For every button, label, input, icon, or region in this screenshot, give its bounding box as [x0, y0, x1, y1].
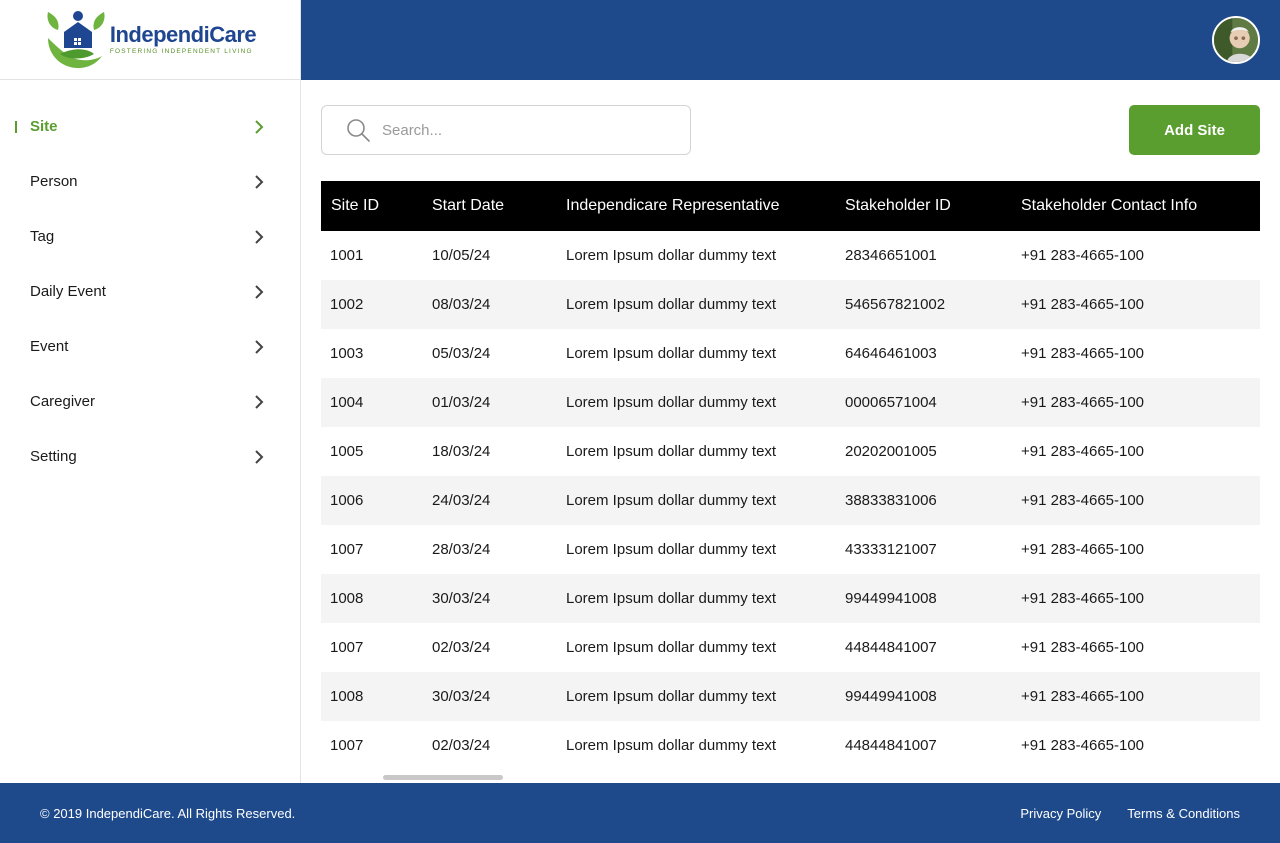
cell-start-date: 05/03/24	[432, 345, 491, 362]
cell-stakeholder-id: 546567821002	[845, 296, 946, 313]
logo-mark-icon	[44, 10, 108, 70]
logo-name	[109, 21, 257, 47]
chevron-right-icon	[254, 230, 264, 244]
cell-contact-info: +91 283-4665-100	[1021, 541, 1145, 558]
cell-start-date: 30/03/24	[432, 688, 491, 705]
cell-representative: Lorem Ipsum dollar dummy text	[566, 345, 777, 362]
sidebar-item-site[interactable]	[0, 99, 300, 154]
table-row[interactable]	[321, 427, 1260, 476]
cell-representative: Lorem Ipsum dollar dummy text	[566, 296, 777, 313]
sidebar-item-person[interactable]	[0, 154, 300, 209]
cell-representative: Lorem Ipsum dollar dummy text	[566, 492, 777, 509]
cell-site-id: 1006	[330, 492, 364, 509]
cell-start-date: 02/03/24	[432, 737, 491, 754]
cell-contact-info: +91 283-4665-100	[1021, 345, 1145, 362]
sidebar-item-label: Caregiver	[30, 393, 96, 410]
cell-contact-info: +91 283-4665-100	[1021, 639, 1145, 656]
search-box[interactable]	[321, 105, 691, 155]
table-row[interactable]	[321, 721, 1260, 770]
column-header-contact-info[interactable]: Stakeholder Contact Info	[1021, 197, 1198, 214]
sidebar-item-setting[interactable]	[0, 429, 300, 484]
cell-contact-info: +91 283-4665-100	[1021, 443, 1145, 460]
cell-representative: Lorem Ipsum dollar dummy text	[566, 394, 777, 411]
cell-contact-info: +91 283-4665-100	[1021, 688, 1145, 705]
user-avatar[interactable]	[1212, 16, 1260, 64]
cell-contact-info: +91 283-4665-100	[1021, 296, 1145, 313]
cell-start-date: 10/05/24	[432, 247, 491, 264]
table-body	[321, 231, 1260, 770]
cell-stakeholder-id: 38833831006	[845, 492, 937, 509]
copyright-text: © 2019 IndependiCare. All Rights Reserved.	[40, 805, 296, 821]
sites-table-container	[321, 181, 1260, 771]
sidebar-item-label: Daily Event	[30, 283, 106, 300]
cell-stakeholder-id: 28346651001	[845, 247, 937, 264]
cell-representative: Lorem Ipsum dollar dummy text	[566, 247, 777, 264]
table-row[interactable]	[321, 329, 1260, 378]
chevron-right-icon	[254, 285, 264, 299]
column-header-site-id[interactable]: Site ID	[331, 197, 380, 214]
cell-site-id: 1007	[330, 541, 364, 558]
chevron-right-icon	[254, 120, 264, 134]
table-row[interactable]	[321, 574, 1260, 623]
footer	[0, 783, 1280, 843]
cell-site-id: 1008	[330, 590, 364, 607]
sidebar-item-caregiver[interactable]	[0, 374, 300, 429]
search-input[interactable]	[382, 122, 662, 139]
logo-tagline: FOSTERING INDEPENDENT LIVING	[109, 47, 253, 55]
table-row[interactable]	[321, 378, 1260, 427]
cell-site-id: 1001	[330, 247, 364, 264]
brand-logo[interactable]	[44, 10, 256, 70]
chevron-right-icon	[254, 175, 264, 189]
table-row[interactable]	[321, 672, 1260, 721]
cell-stakeholder-id: 20202001005	[845, 443, 937, 460]
sidebar-item-label: Setting	[30, 448, 77, 465]
privacy-policy-link[interactable]: Privacy Policy	[1020, 805, 1102, 821]
terms-conditions-link[interactable]: Terms & Conditions	[1127, 805, 1240, 821]
search-icon	[346, 118, 370, 142]
cell-site-id: 1007	[330, 737, 364, 754]
cell-site-id: 1008	[330, 688, 364, 705]
cell-stakeholder-id: 43333121007	[845, 541, 937, 558]
sidebar-item-daily-event[interactable]	[0, 264, 300, 319]
cell-contact-info: +91 283-4665-100	[1021, 394, 1145, 411]
cell-start-date: 30/03/24	[432, 590, 491, 607]
horizontal-scrollbar[interactable]	[383, 775, 503, 780]
top-header	[301, 0, 1280, 80]
sidebar-item-label: Event	[30, 338, 69, 355]
sites-table	[321, 181, 1260, 770]
logo-panel	[0, 0, 301, 80]
cell-representative: Lorem Ipsum dollar dummy text	[566, 443, 777, 460]
cell-stakeholder-id: 44844841007	[845, 639, 937, 656]
cell-start-date: 02/03/24	[432, 639, 491, 656]
avatar-photo-icon	[1214, 18, 1258, 62]
column-header-stakeholder-id[interactable]: Stakeholder ID	[845, 197, 951, 214]
cell-site-id: 1007	[330, 639, 364, 656]
cell-contact-info: +91 283-4665-100	[1021, 492, 1145, 509]
table-row[interactable]	[321, 231, 1260, 280]
table-row[interactable]	[321, 280, 1260, 329]
logo-text	[109, 21, 257, 56]
cell-site-id: 1005	[330, 443, 364, 460]
cell-representative: Lorem Ipsum dollar dummy text	[566, 688, 777, 705]
sidebar	[0, 80, 301, 783]
chevron-right-icon	[254, 340, 264, 354]
cell-start-date: 28/03/24	[432, 541, 491, 558]
cell-stakeholder-id: 44844841007	[845, 737, 937, 754]
chevron-right-icon	[254, 450, 264, 464]
main-content	[321, 80, 1260, 783]
add-site-button[interactable]: Add Site	[1129, 105, 1260, 155]
cell-representative: Lorem Ipsum dollar dummy text	[566, 590, 777, 607]
cell-stakeholder-id: 99449941008	[845, 590, 937, 607]
sidebar-item-label: Site	[30, 118, 58, 135]
cell-stakeholder-id: 00006571004	[845, 394, 937, 411]
table-row[interactable]	[321, 623, 1260, 672]
column-header-representative[interactable]: Independicare Representative	[566, 197, 780, 214]
table-row[interactable]	[321, 476, 1260, 525]
sidebar-item-event[interactable]	[0, 319, 300, 374]
sidebar-item-tag[interactable]	[0, 209, 300, 264]
cell-site-id: 1004	[330, 394, 364, 411]
cell-stakeholder-id: 64646461003	[845, 345, 937, 362]
logo-name-part1: Independi	[109, 21, 210, 47]
column-header-start-date[interactable]: Start Date	[432, 197, 505, 214]
cell-representative: Lorem Ipsum dollar dummy text	[566, 639, 777, 656]
cell-contact-info: +91 283-4665-100	[1021, 247, 1145, 264]
cell-stakeholder-id: 99449941008	[845, 688, 937, 705]
chevron-right-icon	[254, 395, 264, 409]
cell-start-date: 18/03/24	[432, 443, 491, 460]
cell-contact-info: +91 283-4665-100	[1021, 737, 1145, 754]
cell-start-date: 24/03/24	[432, 492, 491, 509]
cell-start-date: 08/03/24	[432, 296, 491, 313]
cell-contact-info: +91 283-4665-100	[1021, 590, 1145, 607]
table-header-row	[321, 181, 1260, 231]
table-row[interactable]	[321, 525, 1260, 574]
cell-representative: Lorem Ipsum dollar dummy text	[566, 737, 777, 754]
cell-start-date: 01/03/24	[432, 394, 491, 411]
cell-representative: Lorem Ipsum dollar dummy text	[566, 541, 777, 558]
sidebar-item-label: Tag	[30, 228, 55, 245]
cell-site-id: 1003	[330, 345, 364, 362]
sidebar-item-label: Person	[30, 173, 78, 190]
footer-links	[1020, 806, 1240, 821]
logo-name-part2: Care	[209, 21, 257, 47]
cell-site-id: 1002	[330, 296, 364, 313]
